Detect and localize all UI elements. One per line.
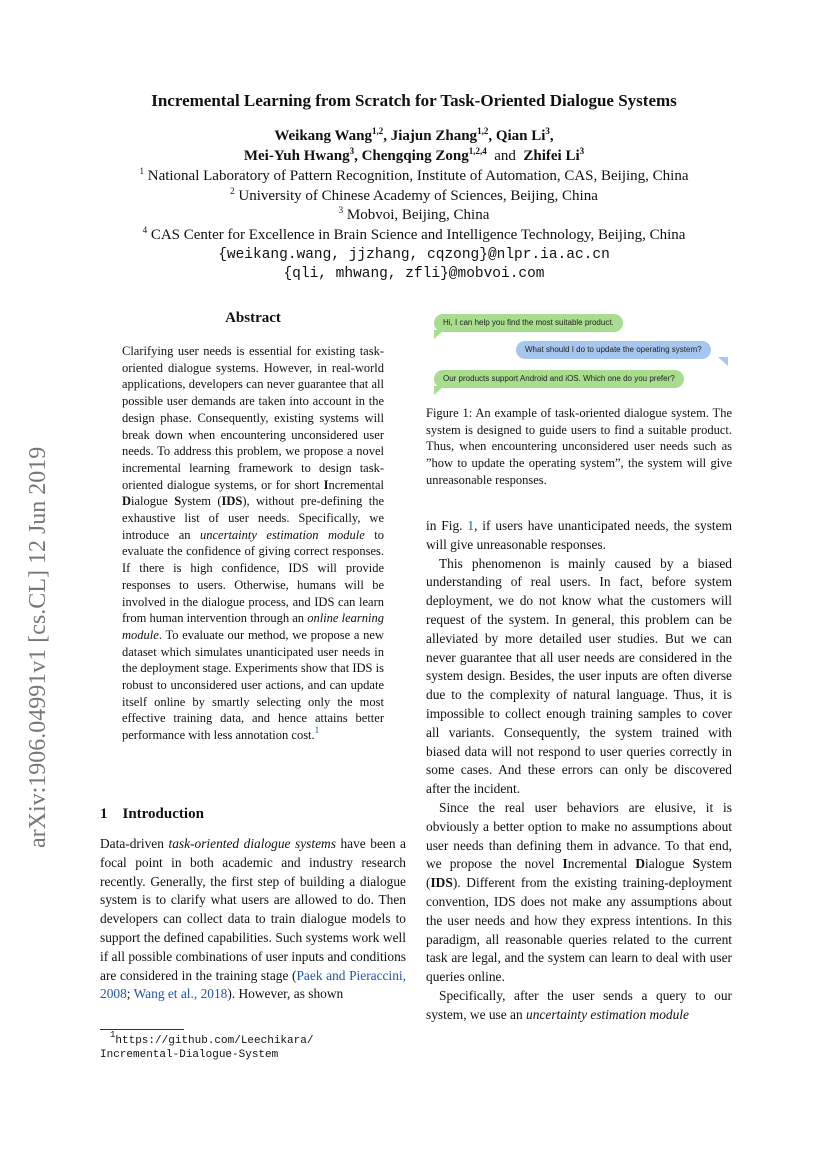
bubble-tail xyxy=(434,330,444,339)
bubble-tail xyxy=(718,357,728,366)
paragraph: This phenomenon is mainly caused by a biased understanding of real users. In fact, before system deployment, we do not know what the customers will request of the system. In general, this problem can be alleviated by more detailed user studies. But we can never guarantee that all user needs are considered in the system design. Besides, the user inputs are often diverse due to the complexity of natural language. Thus, it is impossible to collect enough training samples to cover all variants. Consequently, the system trained with biased data will not respond to user queries correctly in some cases. And these errors can only be discovered after the incident. xyxy=(426,555,732,797)
author: Jiajun Zhang$^{1,2}$, xyxy=(390,126,496,144)
affiliation-2: $^2$ University of Chinese Academy of Sciences, Beijing, China xyxy=(230,186,598,204)
footnote-url-cont[interactable]: Incremental-Dialogue-System xyxy=(100,1049,279,1061)
section-heading-introduction: 1 Introduction xyxy=(100,806,204,822)
user-bubble: What should I do to update the operating system? xyxy=(516,341,711,359)
author: Chengqing Zong$^{1,2,4}$ and xyxy=(361,146,524,164)
system-bubble: Our products support Android and iOS. Which one do you prefer? xyxy=(434,370,684,388)
author: Qian Li$^3$, xyxy=(495,126,554,144)
author-line-2 xyxy=(0,147,828,166)
email-line-2[interactable]: {qli, mhwang, zfli}@mobvoi.com xyxy=(283,266,545,282)
abstract-text: Clarifying user needs is essential for existing task-oriented dialogue systems. However, in real-world applications, developers can never guarantee that all possible user demands are taken into account in the design phase. Consequently, existing systems will break down when encountering unconsidered user needs. To address this problem, we propose a novel incremental learning framework to design task-oriented dialogue systems, or for short Incremental Dialogue System (IDS), without pre-defining the exhaustive list of user needs. Specifically, we introduce an uncertainty estimation module to evaluate the confidence of giving correct responses. If there is high confidence, IDS will provide responses to users. Otherwise, humans will be involved in the dialogue process, and IDS can learn from human intervention through an online learning module. To evaluate our method, we propose a new dataset which simulates unanticipated user needs in the deployment stage. Experiments show that IDS is robust to unconsidered user actions, and can update itself online by smartly selecting only the most effective training data, and hence attains better performance with less annotation cost.$^1$ xyxy=(122,344,385,743)
abstract-heading: Abstract xyxy=(225,310,281,326)
figure-ref-link[interactable]: 1 xyxy=(467,518,475,533)
citation-link[interactable]: Wang et al., 2018 xyxy=(133,986,228,1002)
affiliation-3: $^3$ Mobvoi, Beijing, China xyxy=(338,205,490,223)
arxiv-stamp[interactable]: arXiv:1906.04991v1 [cs.CL] 12 Jun 2019 xyxy=(25,446,51,848)
affiliation-1: $^1$ National Laboratory of Pattern Recognition, Institute of Automation, CAS, Beijing, China xyxy=(139,166,689,184)
author: Mei-Yuh Hwang$^3$, xyxy=(243,146,362,164)
paper-title: Incremental Learning from Scratch for Task-Oriented Dialogue Systems xyxy=(151,91,677,110)
intro-paragraph-1: Data-driven task-oriented dialogue systems have been a focal point in both academic and industry research recently. Generally, the first step of building a dialogue system is to clarify what users are allowed to do. Then developers can collect data to train dialogue models to support the defined capabilities. Such systems work well if all possible combinations of user inputs and conditions are considered in the training stage (Paek and Pieraccini, 2008; Wang et al., 2018). However, as shown xyxy=(100,836,406,1002)
email-line-1[interactable]: {weikang.wang, jjzhang, cqzong}@nlpr.ia.ac.cn xyxy=(218,247,610,263)
system-bubble: Hi, I can help you find the most suitable product. xyxy=(434,314,623,332)
right-column-text: in Fig. 1, if users have unanticipated needs, the system will give unreasonable responses. This phenomenon is mainly caused by a biased understanding of real users. In fact, before system deployment, we do not know what the customers will request of the system. In general, this problem can be alleviated by more detailed user studies. But we can never guarantee that all user needs are considered in the system design. Besides, the user inputs are often diverse due to the complexity of natural language. Thus, it is impossible to collect enough training samples to cover all variants. Consequently, the system trained with biased data will not respond to user queries correctly in some cases. And these errors can only be discovered after the incident. Since the real user behaviors are elusive, it is obviously a better option to make no assumptions about user needs than defining them in advance. To that end, we propose the novel Incremental Dialogue System (IDS). Different from the existing training-deployment convention, IDS does not make any assumptions about the user needs and how they express intentions. In this paradigm, all reasonable queries related to the current task are legal, and the system can learn to deal with user queries online. Specifically, after the user sends a query to our system, we use an uncertainty estimation module xyxy=(426,518,733,1022)
affiliation-4: $^4$ CAS Center for Excellence in Brain Science and Intelligence Technology, Beijing, China xyxy=(142,225,686,243)
figure-caption: Figure 1: An example of task-oriented dialogue system. The system is designed to guide users to find a suitable product. Thus, when encountering unconsidered user needs such as ”how to update the operating system”, the system will give unreasonable responses. xyxy=(426,406,732,487)
bubble-tail xyxy=(434,386,444,395)
author: Zhifei Li$^3$ xyxy=(523,146,585,164)
author: Weikang Wang$^{1,2}$, xyxy=(274,126,391,144)
footnote-link[interactable]: 1 xyxy=(314,725,320,736)
author-line-1 xyxy=(0,127,828,146)
footnote: $^1$https://github.com/Leechikara/ Incremental-Dialogue-System xyxy=(100,1034,406,1062)
citation-link[interactable]: Paek and Pieraccini, 2008 xyxy=(100,967,406,1002)
figure-dialogue-example xyxy=(426,310,732,400)
footnote-url[interactable]: https://github.com/Leechikara/ xyxy=(115,1035,314,1047)
